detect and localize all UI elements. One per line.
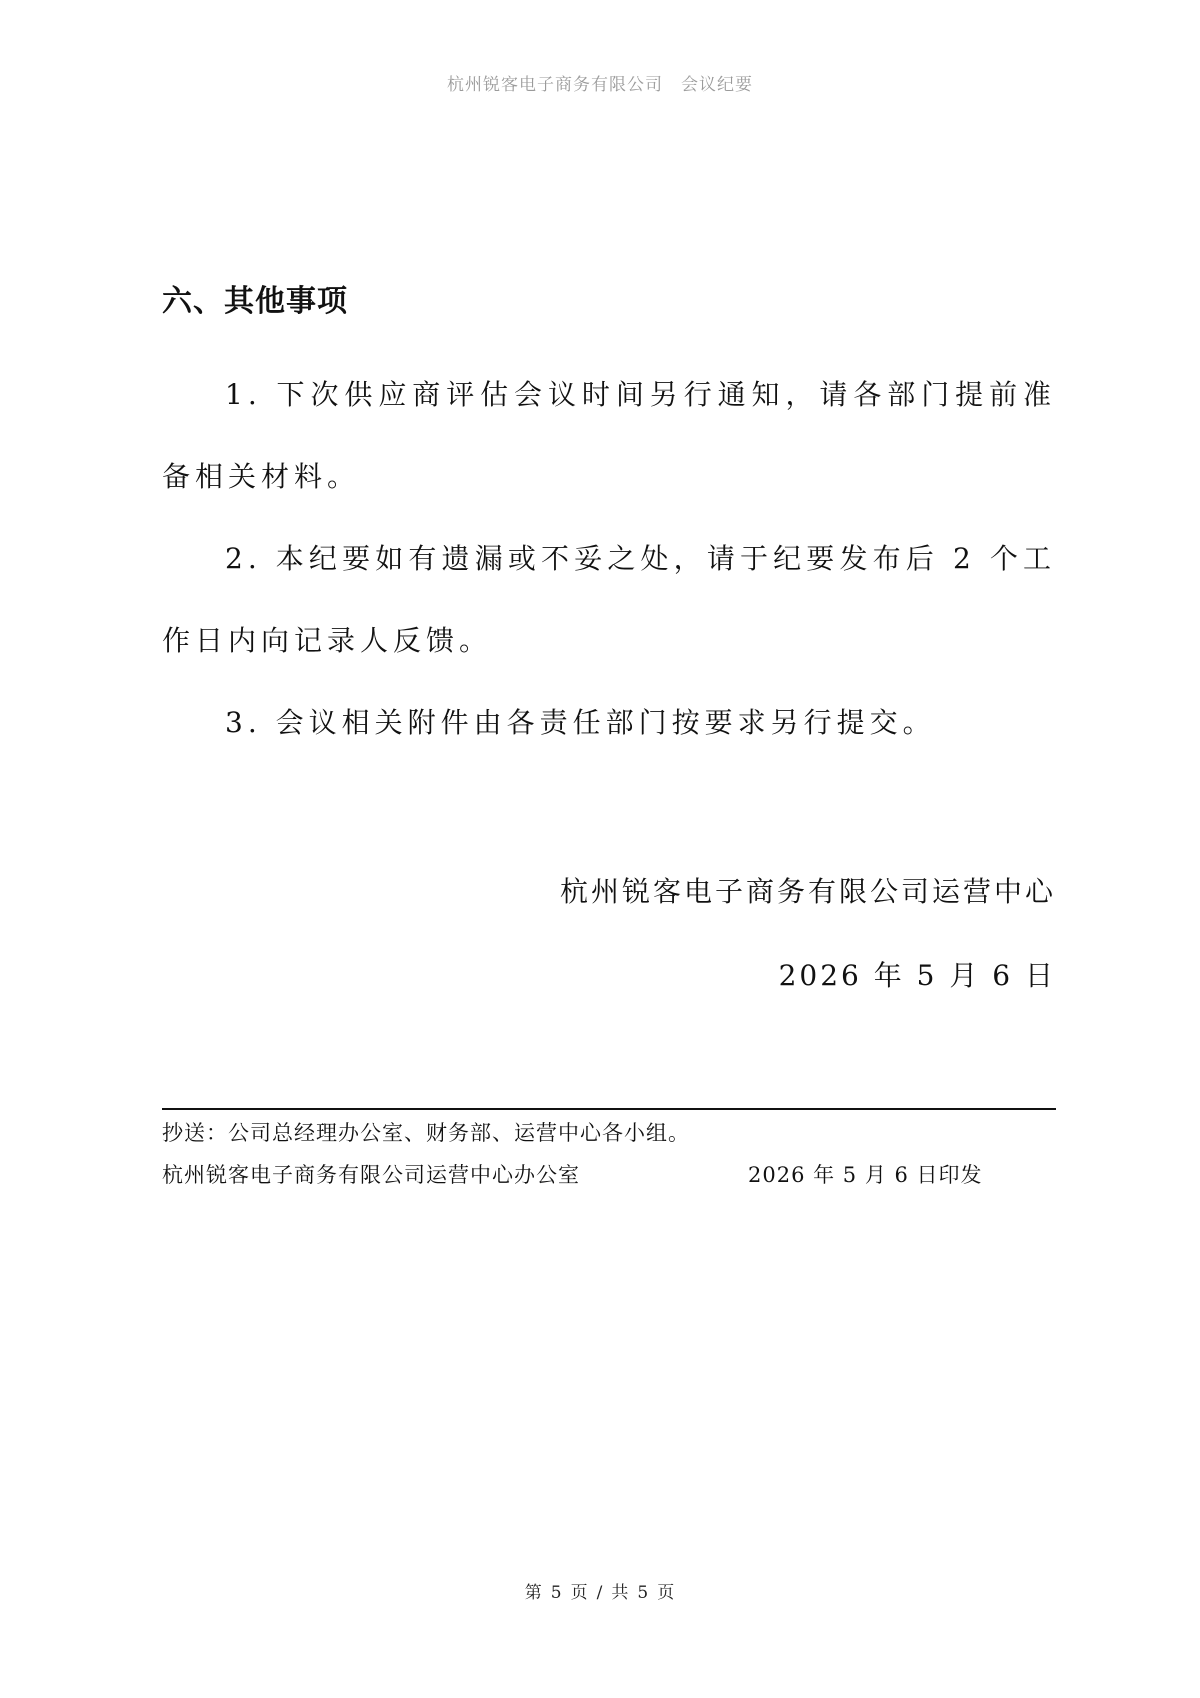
issuer-line xyxy=(162,1154,1056,1196)
item-2-paragraph: 2. 本纪要如有遗漏或不妥之处，请于纪要发布后 2 个工作日内向记录人反馈。 xyxy=(162,542,1056,657)
cc-line: 抄送：公司总经理办公室、财务部、运营中心各小组。 xyxy=(162,1121,690,1145)
item-3-paragraph: 3. 会议相关附件由各责任部门按要求另行提交。 xyxy=(225,706,936,739)
page-number-footer xyxy=(0,1578,1200,1603)
total-suffix: 页 xyxy=(657,1583,676,1603)
page-header xyxy=(0,70,1200,95)
total-pages: 5 xyxy=(637,1583,650,1603)
page-separator: / xyxy=(596,1583,604,1603)
signature-date: 2026 年 5 月 6 日 xyxy=(778,959,1056,992)
item-1-paragraph: 1. 下次供应商评估会议时间另行通知，请各部门提前准备相关材料。 xyxy=(162,378,1056,493)
issuer-name: 杭州锐客电子商务有限公司运营中心办公室 xyxy=(162,1163,580,1187)
total-prefix: 共 xyxy=(611,1583,630,1603)
signature-organization: 杭州锐客电子商务有限公司运营中心 xyxy=(559,875,1056,908)
distribution-block xyxy=(162,1108,1056,1196)
page-suffix: 页 xyxy=(570,1583,589,1603)
current-page: 5 xyxy=(550,1583,563,1603)
section-heading: 六、其他事项 xyxy=(162,284,348,319)
header-doc-type: 会议纪要 xyxy=(681,75,753,95)
issue-date: 2026 年 5 月 6 日印发 xyxy=(748,1163,983,1187)
header-company: 杭州锐客电子商务有限公司 xyxy=(447,75,663,95)
page-prefix: 第 xyxy=(524,1583,543,1603)
